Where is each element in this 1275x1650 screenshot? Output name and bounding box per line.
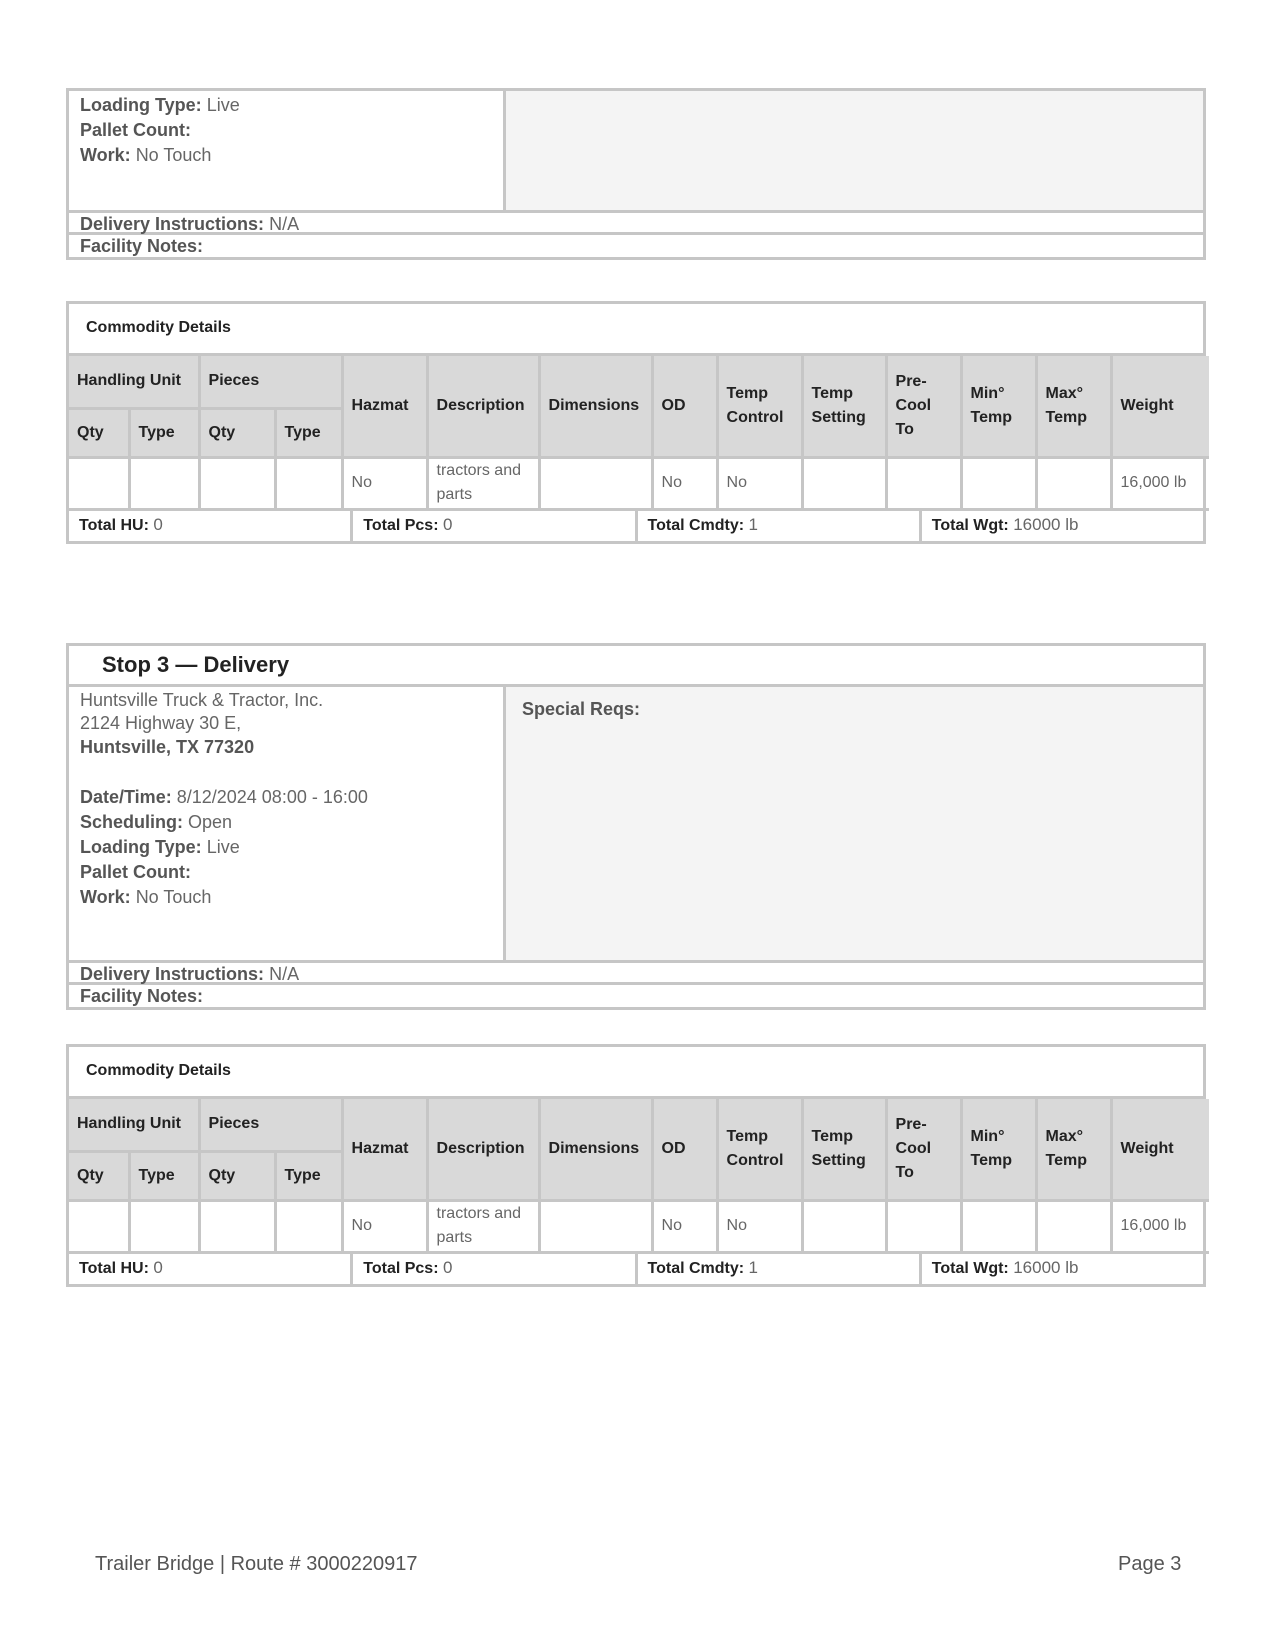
min-temp-cell [961,1200,1036,1252]
hazmat-header: Hazmat [342,1099,427,1200]
pcs-qty-header: Qty [199,408,275,457]
stop-2-special-reqs-panel [506,91,1203,210]
dimensions-header: Dimensions [539,356,652,457]
pre-cool-cell [886,457,961,509]
hu-type-cell [129,1200,199,1252]
pcs-type-cell [275,1200,342,1252]
dimensions-cell [539,1200,652,1252]
pre-cool-cell [886,1200,961,1252]
commodity-details-table-1 [66,301,1206,544]
total-hu: Total HU: 0 [69,511,353,541]
temp-setting-header: Temp Setting [802,356,886,457]
max-temp-header: Max° Temp [1036,356,1111,457]
hu-qty-header: Qty [69,1151,129,1200]
pre-cool-header: Pre-Cool To [886,356,961,457]
total-pcs: Total Pcs: 0 [353,1254,637,1284]
scheduling-value: Open [188,812,233,832]
max-temp-cell [1036,1200,1111,1252]
delivery-instructions: Delivery Instructions: N/A [69,213,1203,235]
pre-cool-header: Pre-Cool To [886,1099,961,1200]
max-temp-header: Max° Temp [1036,1099,1111,1200]
pcs-qty-cell [199,457,275,509]
stop-3-special-reqs-panel [506,687,1203,960]
work-value: No Touch [135,145,212,165]
facility-notes: Facility Notes: [80,986,204,1006]
total-cmdty: Total Cmdty: 1 [638,511,922,541]
od-header: OD [652,1099,717,1200]
pcs-type-cell [275,457,342,509]
footer-route: Trailer Bridge | Route # 3000220917 [95,1553,418,1575]
hu-type-header: Type [129,408,199,457]
pieces-header: Pieces [199,1099,342,1151]
dimensions-header: Dimensions [539,1099,652,1200]
dimensions-cell [539,457,652,509]
description-header: Description [427,1099,539,1200]
page-number: Page 3 [1118,1553,1182,1575]
table-row [69,1200,1209,1252]
handling-unit-header: Handling Unit [69,1099,199,1151]
min-temp-header: Min° Temp [961,1099,1036,1200]
stop-2-info-block [66,88,1206,260]
commodity-details-title: Commodity Details [69,1047,1203,1099]
max-temp-cell [1036,457,1111,509]
od-cell: No [652,457,717,509]
stop-3-details: Huntsville Truck & Tractor, Inc. 2124 Highway 30 E, Huntsville, TX 77320 Date/Time: 8/12/2024 08:00 - 16:00 Scheduling: Open Loading Type: Live Pallet Count: Work: No Touch [69,687,506,960]
temp-control-cell: No [717,457,802,509]
total-pcs: Total Pcs: 0 [353,511,637,541]
weight-cell: 16,000 lb [1111,457,1209,509]
commodity-totals [69,511,1203,541]
delivery-instructions: Delivery Instructions: N/A [69,963,1203,985]
temp-setting-header: Temp Setting [802,1099,886,1200]
stop-3-info-block [66,643,1206,1010]
work-value: No Touch [135,887,212,907]
pieces-header: Pieces [199,356,342,408]
total-wgt: Total Wgt: 16000 lb [931,514,1079,534]
total-cmdty: Total Cmdty: 1 [638,1254,922,1284]
description-cell: tractors and parts [427,457,539,509]
hu-qty-cell [69,1200,129,1252]
hu-type-header: Type [129,1151,199,1200]
weight-header: Weight [1111,1099,1209,1200]
stop-3-title: Stop 3 — Delivery [69,646,1203,687]
weight-header: Weight [1111,356,1209,457]
temp-control-header: Temp Control [717,1099,802,1200]
hazmat-cell: No [342,457,427,509]
od-cell: No [652,1200,717,1252]
temp-control-header: Temp Control [717,356,802,457]
temp-setting-cell [802,457,886,509]
pcs-type-header: Type [275,408,342,457]
pcs-qty-cell [199,1200,275,1252]
handling-unit-header: Handling Unit [69,356,199,408]
hu-qty-cell [69,457,129,509]
stop-2-details: Loading Type: Live Pallet Count: Work: No Touch [69,91,506,210]
weight-cell: 16,000 lb [1111,1200,1209,1252]
company-name: Huntsville Truck & Tractor, Inc. [80,690,324,710]
hu-qty-header: Qty [69,408,129,457]
total-hu: Total HU: 0 [69,1254,353,1284]
loading-type-value: Live [206,95,240,115]
commodity-details-title: Commodity Details [69,304,1203,356]
od-header: OD [652,356,717,457]
pcs-type-header: Type [275,1151,342,1200]
temp-setting-cell [802,1200,886,1252]
min-temp-cell [961,457,1036,509]
hazmat-header: Hazmat [342,356,427,457]
special-reqs-label: Special Reqs: [522,699,641,719]
street-address: 2124 Highway 30 E, [80,713,242,733]
min-temp-header: Min° Temp [961,356,1036,457]
city-state-zip: Huntsville, TX 77320 [80,737,255,757]
temp-control-cell: No [717,1200,802,1252]
hazmat-cell: No [342,1200,427,1252]
description-cell: tractors and parts [427,1200,539,1252]
description-header: Description [427,356,539,457]
commodity-details-table-2 [66,1044,1206,1287]
datetime-value: 8/12/2024 08:00 - 16:00 [176,787,368,807]
pcs-qty-header: Qty [199,1151,275,1200]
hu-type-cell [129,457,199,509]
commodity-totals [69,1254,1203,1284]
facility-notes: Facility Notes: [80,236,204,256]
table-row [69,457,1209,509]
total-wgt: Total Wgt: 16000 lb [931,1257,1079,1277]
loading-type-value: Live [206,837,240,857]
